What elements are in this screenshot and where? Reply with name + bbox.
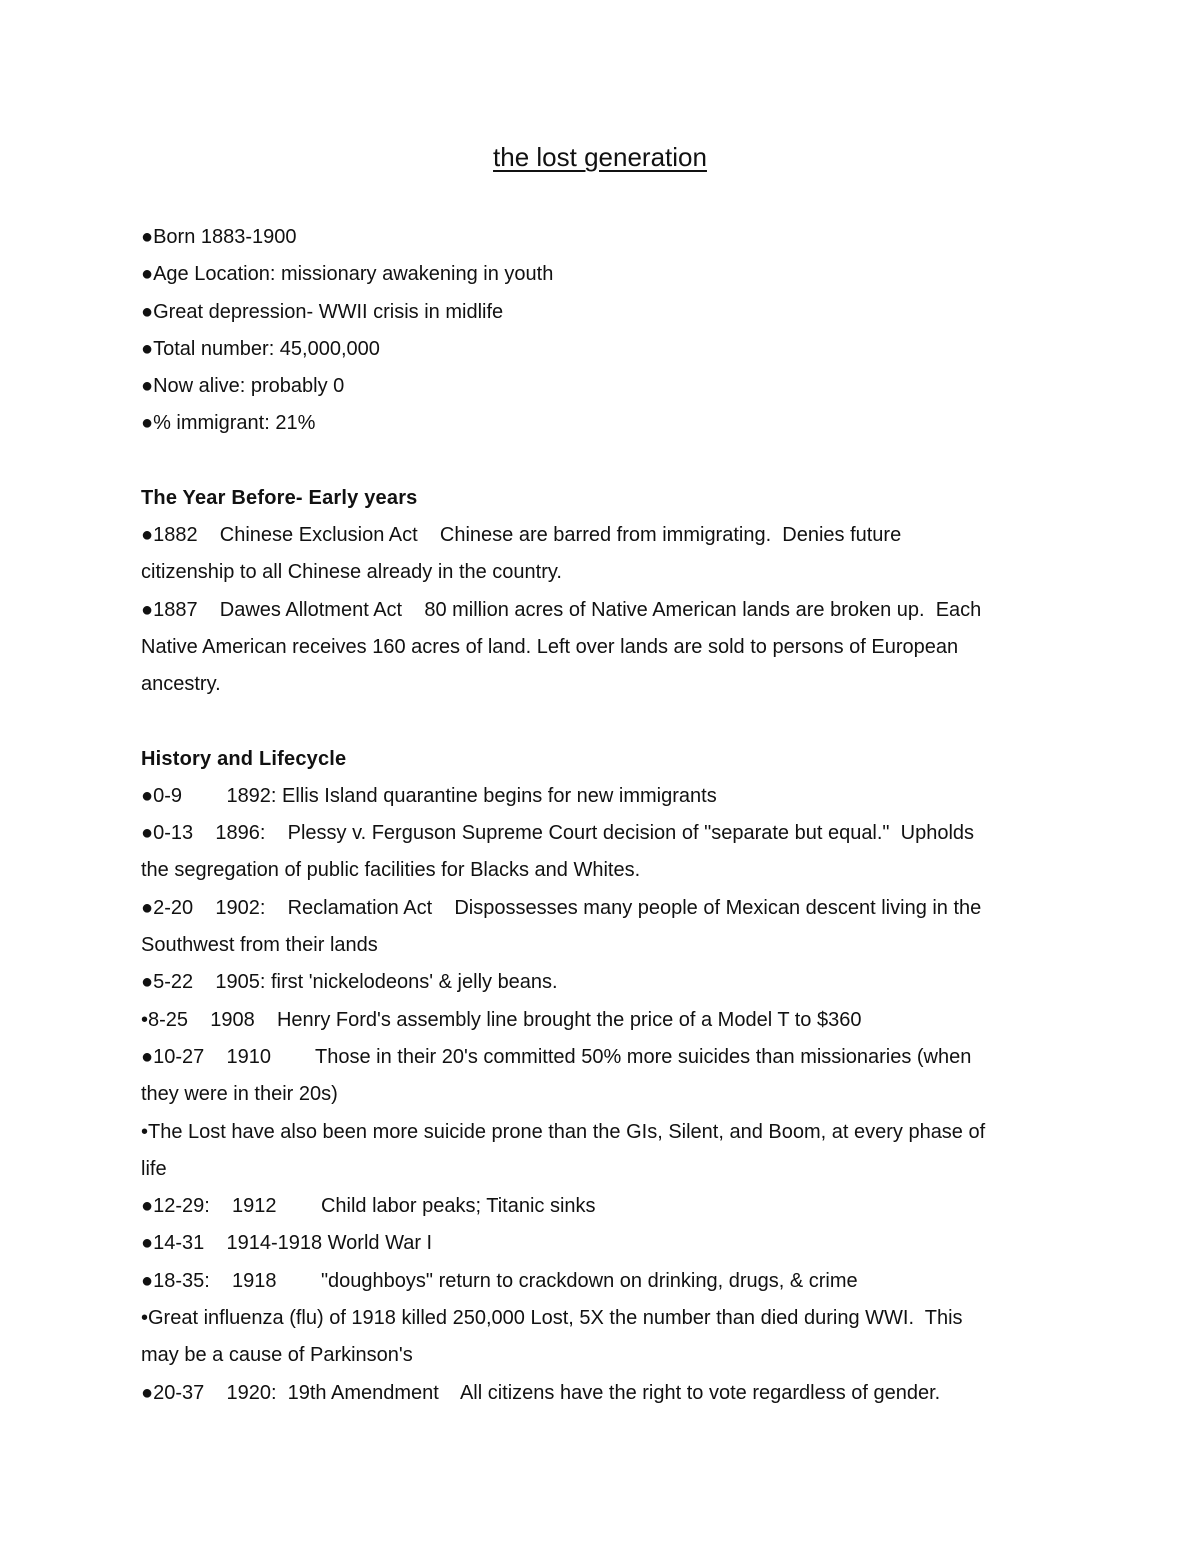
section-line: ●5-22 1905: first 'nickelodeons' & jelly beans. [141,971,558,994]
section-line: ●1882 Chinese Exclusion Act Chinese are barred from immigrating. Denies future [141,524,902,547]
section-line: the segregation of public facilities for Blacks and Whites. [141,859,641,882]
section-line: Native American receives 160 acres of land. Left over lands are sold to persons of European [141,635,959,658]
section-early-years [141,480,1056,704]
page-title: the lost generation [493,142,707,172]
section-line: life [141,1157,167,1180]
section-line: •Great influenza (flu) of 1918 killed 250,000 Lost, 5X the number than died during WWI. This [141,1307,963,1330]
summary-item: ●Great depression- WWII crisis in midlife [141,300,504,323]
section-line: ●18-35: 1918 "doughboys" return to crackdown on drinking, drugs, & crime [141,1269,858,1292]
section-line: •The Lost have also been more suicide prone than the GIs, Silent, and Boom, at every phase of [141,1120,986,1143]
section-line: ●0-13 1896: Plessy v. Ferguson Supreme Court decision of "separate but equal." Upholds [141,822,975,845]
section-line: ●20-37 1920: 19th Amendment All citizens have the right to vote regardless of gender. [141,1381,941,1404]
section-heading: The Year Before- Early years [141,486,418,509]
section-line: ●10-27 1910 Those in their 20's committed 50% more suicides than missionaries (when [141,1045,972,1068]
section-line: ancestry. [141,673,221,696]
section-heading: History and Lifecycle [141,747,347,770]
section-line: ●14-31 1914-1918 World War I [141,1232,433,1255]
spacer [141,704,1056,741]
section-line: may be a cause of Parkinson's [141,1344,413,1367]
spacer [141,443,1056,480]
section-line: ●0-9 1892: Ellis Island quarantine begins for new immigrants [141,784,717,807]
summary-item: ●Total number: 45,000,000 [141,337,380,360]
summary-item: ●% immigrant: 21% [141,412,316,435]
section-history-lifecycle [141,741,1056,1412]
section-line: Southwest from their lands [141,934,378,957]
section-line: •8-25 1908 Henry Ford's assembly line brought the price of a Model T to $360 [141,1008,862,1031]
section-line: citizenship to all Chinese already in the country. [141,561,562,584]
summary-item: ●Born 1883-1900 [141,226,297,248]
section-line: ●1887 Dawes Allotment Act 80 million acres of Native American lands are broken up. Each [141,598,982,621]
section-line: ●2-20 1902: Reclamation Act Dispossesses many people of Mexican descent living in the [141,896,982,919]
section-line: ●12-29: 1912 Child labor peaks; Titanic sinks [141,1195,596,1218]
summary-item: ●Age Location: missionary awakening in youth [141,263,554,286]
summary-list [141,219,1056,443]
summary-item: ●Now alive: probably 0 [141,375,345,398]
document-body [141,219,1056,1412]
section-line: they were in their 20s) [141,1083,338,1106]
